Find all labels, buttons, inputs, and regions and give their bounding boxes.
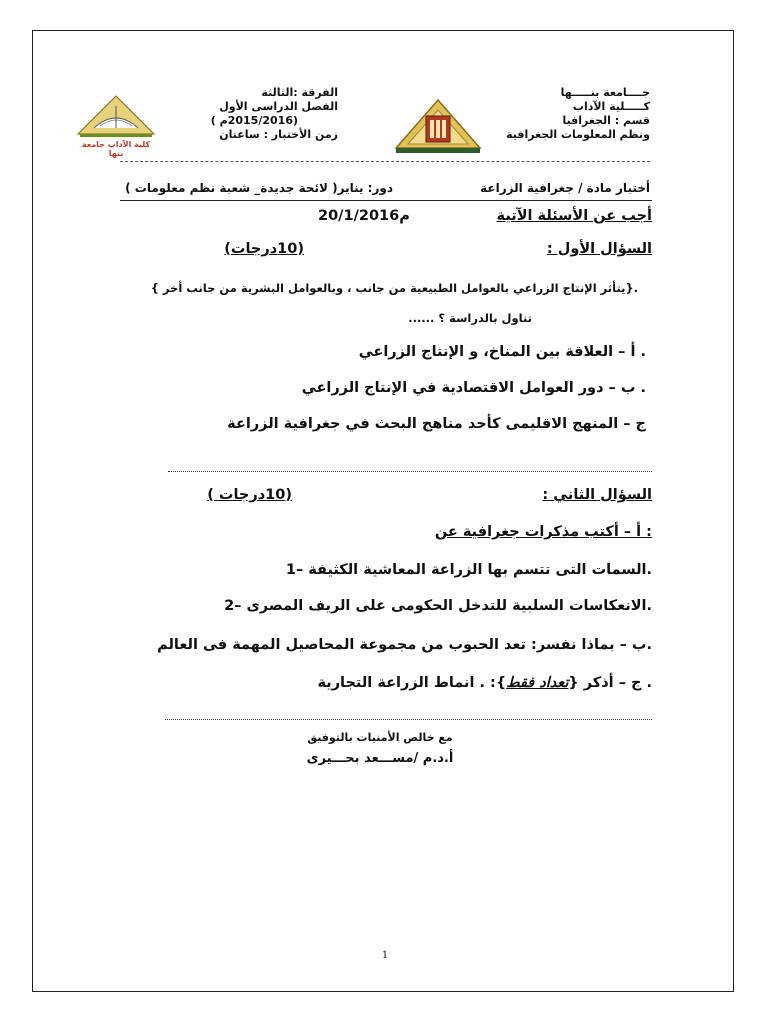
header-divider [120,161,650,162]
department-subname: ونظم المعلومات الجغرافية [506,128,650,141]
q2-title: السؤال الثاني : [542,487,652,503]
wishes: مع خالص الأمنيات بالتوفيق [307,731,453,744]
q2-a-item-2: .الانعكاسات السلبية للتدخل الحكومى على الريف المصرى –2 [224,598,652,614]
department-name: قسم : الجغرافيا [562,114,650,127]
q1-item-c: ج – المنهج الاقليمى كأحد مناهج البحث في جغرافية الزراعة [227,416,646,432]
signature: أ.د.م /مســـعد بحـــيرى [306,751,454,766]
semester: الفصل الدراسى الأول [219,100,338,113]
instruction: أجب عن الأسئلة الآتية [496,208,652,224]
exam-subject: أختبار مادة / جغرافية الزراعة [480,181,650,195]
q1-prompt: تناول بالدراسة ؟ ...... [408,311,532,325]
exam-session: دور: يناير( لائحة جديدة_ شعبة نظم معلومات ) [125,181,393,195]
q2-divider [165,719,652,720]
title-underline [120,200,652,201]
q1-item-b: . ب – دور العوامل الاقتصادية في الإنتاج الزراعي [301,380,646,396]
university-logo [392,96,484,156]
exam-duration: زمن الأختبار : ساعتان [219,128,338,141]
q1-intro: .{يتأثر الإنتاج الزراعي بالعوامل الطبيعية من جانب ، وبالعوامل البشرية من جانب أخر } [150,281,638,295]
exam-date: 20/1/2016م [318,208,410,224]
q2-a-item-1: .السمات التى تتسم بها الزراعة المعاشية الكثيفة –1 [285,562,652,578]
q1-title: السؤال الأول : [546,241,652,257]
q2-a-title: : أ – أكتب مذكرات جغرافية عن [434,524,652,540]
exam-info-header [178,86,338,142]
q2-c-emphasis: تعداد فقط [506,675,569,691]
year-level: الفرقة :الثالثة [261,86,338,99]
academic-year: (2015/2016م ) [210,114,298,127]
page-number: 1 [381,950,389,961]
q2-b: .ب – بماذا نفسر: تعد الحبوب من مجموعة المحاصيل المهمة فى العالم [157,637,652,653]
q2-c-suffix: }: . انماط الزراعة التجارية [317,675,507,691]
q1-marks: (10درجات) [224,241,304,257]
university-name: جــــامعة بنـــــها [560,86,650,99]
q1-divider [168,471,652,472]
faculty-logo [76,94,156,158]
q2-c [132,675,652,691]
faculty-name: كـــــلية الآداب [572,100,650,113]
q1-item-a: . أ – العلاقة بين المناخ، و الإنتاج الزراعي [358,344,646,360]
faculty-logo-caption: كلية الآداب جامعة بنها [81,140,151,158]
q2-marks: (10درجات ) [207,487,292,503]
q2-c-prefix: . ج – أذكر { [568,675,652,691]
page-border [32,30,734,992]
